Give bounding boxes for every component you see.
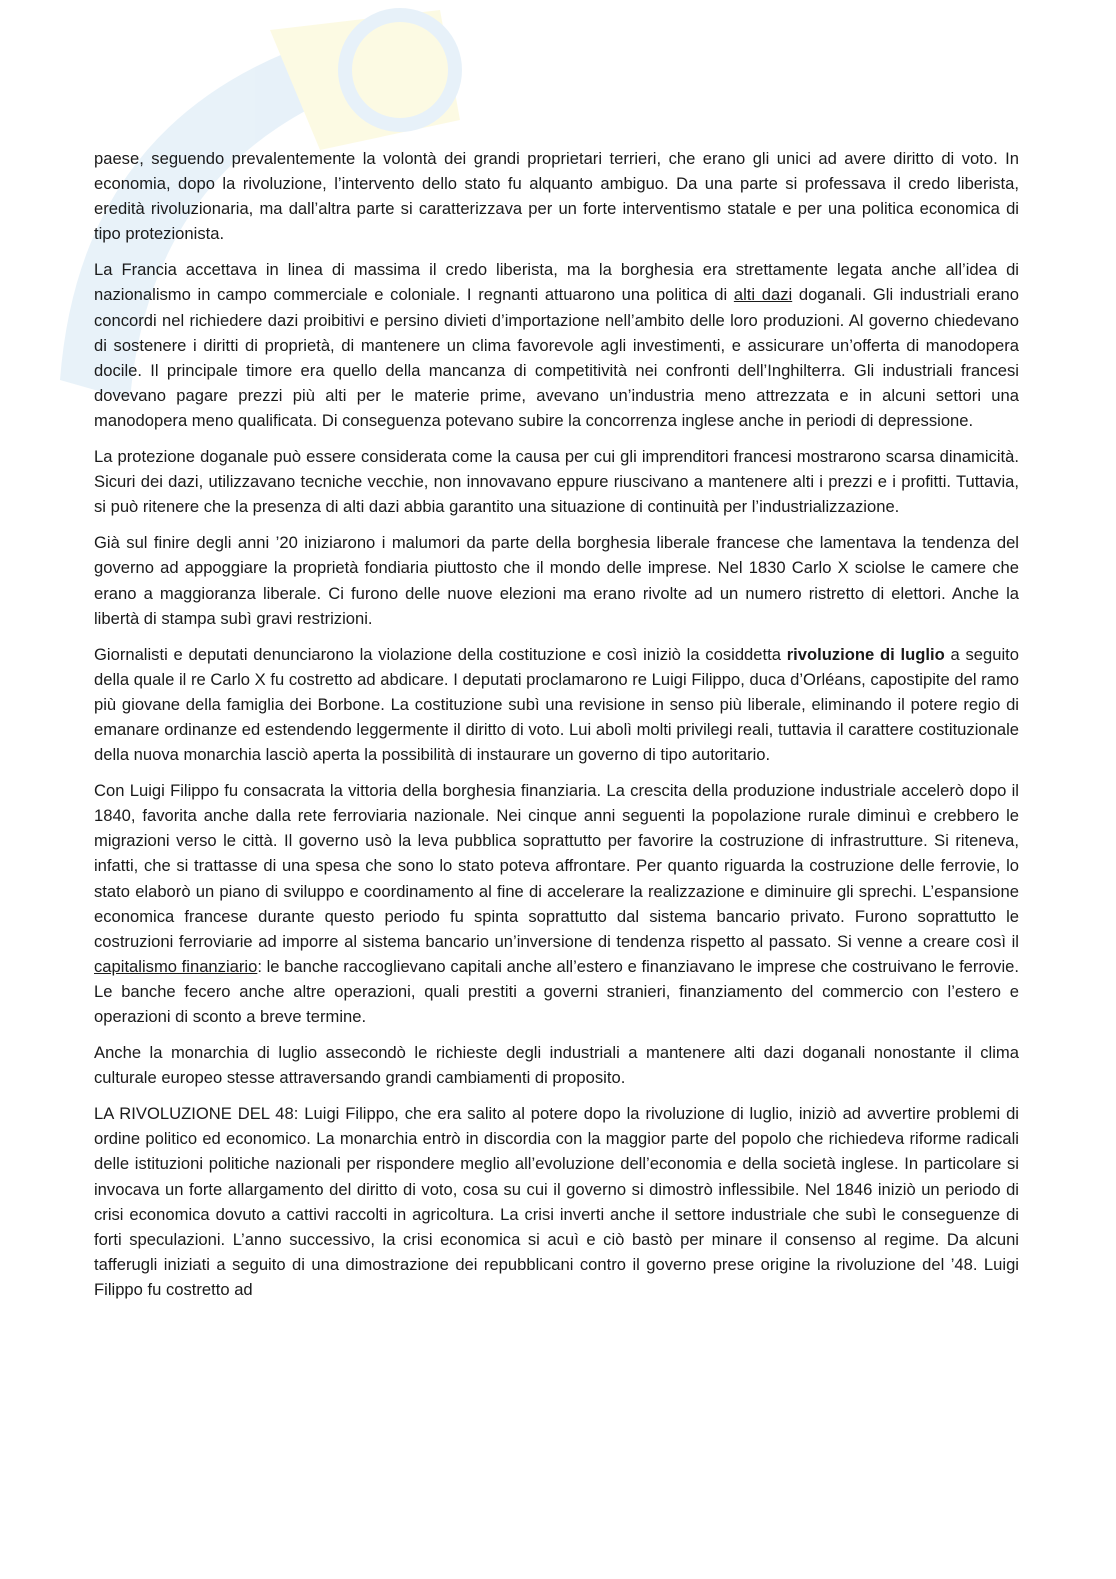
document-body bbox=[94, 146, 1019, 1313]
paragraph-3: La protezione doganale può essere considerata come la causa per cui gli imprenditori francesi mostrarono scarsa dinamicità. Sicuri dei dazi, utilizzavano tecniche vecchie, non innovavano eppure riuscivano a mantenere alti i prezzi e i profitti. Tuttavia, si può ritenere che la presenza di alti dazi abbia garantito una situazione di continuità per l’industrializzazione. bbox=[94, 447, 1019, 517]
underlined-term-capitalismo-finanziario: capitalismo finanziario bbox=[94, 956, 258, 976]
bold-term-rivoluzione-di-luglio: rivoluzione di luglio bbox=[786, 644, 945, 664]
watermark-accent-shape bbox=[270, 10, 460, 150]
paragraph-4: Già sul finire degli anni ’20 iniziarono i malumori da parte della borghesia liberale francese che lamentava la tendenza del governo ad appoggiare la proprietà fondiaria piuttosto che il mondo delle imprese. Nel 1830 Carlo X sciolse le camere che erano a maggioranza liberale. Ci furono delle nuove elezioni ma erano rivolte ad un numero ristretto di elettori. Anche la libertà di stampa subì gravi restrizioni. bbox=[94, 533, 1019, 628]
paragraph-7: Anche la monarchia di luglio assecondò le richieste degli industriali a mantenere alti dazi doganali nonostante il clima culturale europeo stesse attraversando grandi cambiamenti di proposito. bbox=[94, 1043, 1019, 1088]
paragraph-1: paese, seguendo prevalentemente la volontà dei grandi proprietari terrieri, che erano gli unici ad avere diritto di voto. In economia, dopo la rivoluzione, l’intervento dello stato fu alquanto ambiguo. Da una parte si professava il credo liberista, eredità rivoluzionaria, ma dall’altra parte si caratterizzava per un forte interventismo statale e per una politica economica di tipo protezionista. bbox=[94, 149, 1019, 244]
paragraph-2: La Francia accettava in linea di massima il credo liberista, ma la borghesia era strettamente legata anche all’idea di nazionalismo in campo commerciale e coloniale. I regnanti attuarono una politica di alti dazi doganali. Gli industriali erano concordi nel richiedere dazi proibitivi e persino divieti d’importazione nell’ambito delle loro produzioni. Al governo chiedevano di sostenere i diritti di proprietà, di mantenere un clima favorevole agli investimenti, e assicurare un’offerta di manodopera docile. Il principale timore era quello della mancanza di competitività nei confronti dell’Inghilterra. Gli industriali francesi dovevano pagare prezzi più alti per le materie prime, avevano un’industria meno attrezzata e in alcuni settori una manodopera meno qualificata. Di conseguenza potevano subire la concorrenza inglese anche in periodi di depressione. bbox=[94, 260, 1020, 430]
paragraph-6: Con Luigi Filippo fu consacrata la vittoria della borghesia finanziaria. La crescita della produzione industriale accelerò dopo il 1840, favorita anche dalla rete ferroviaria nazionale. Nei cinque anni seguenti la popolazione rurale diminuì e crebbero le migrazioni verso le città. Il governo usò la leva pubblica soprattutto per favorire la costruzione di infrastrutture. Si riteneva, infatti, che si trattasse di una spesa che sono lo stato poteva affrontare. Per quanto riguarda la costruzione delle ferrovie, lo stato elaborò un piano di sviluppo e coordinamento al fine di accelerare la realizzazione e diminuire gli sprechi. L’espansione economica francese durante questo periodo fu spinta soprattutto dal sistema bancario privato. Furono soprattutto le costruzioni ferroviarie ad imporre al sistema bancario un’inversione di tendenza rispetto al passato. Si venne a creare così il capitalismo finanziario: le banche raccoglievano capitali anche all’estero e finanziavano le imprese che costruivano le ferrovie. Le banche fecero anche altre operazioni, quali prestiti a governi stranieri, finanziamento del commercio con l’estero e operazioni di sconto a breve termine. bbox=[94, 781, 1020, 1026]
paragraph-8: LA RIVOLUZIONE DEL 48: Luigi Filippo, che era salito al potere dopo la rivoluzione di luglio, iniziò ad avvertire problemi di ordine politico ed economico. La monarchia entrò in discordia con la maggior parte del popolo che richiedeva riforme radicali delle istituzioni politiche nazionali per rispondere meglio all’evoluzione dell’economia e della società inglese. In particolare si invocava un forte allargamento del diritto di voto, cosa su cui il governo si dimostrò inflessibile. Nel 1846 iniziò un periodo di crisi economica dovuto a cattivi raccolti in agricoltura. La crisi inverti anche il settore industriale che subì le conseguenze di forti speculazioni. L’anno successivo, la crisi economica si acuì e ciò bastò per minare il consenso al regime. Da alcuni tafferugli iniziati a seguito di una dimostrazione dei repubblicani contro il governo prese origine la rivoluzione del ’48. Luigi Filippo fu costretto ad bbox=[94, 1104, 1019, 1299]
watermark-circle-shape bbox=[345, 15, 455, 125]
underlined-term-alti-dazi: alti dazi bbox=[733, 285, 793, 305]
paragraph-5: Giornalisti e deputati denunciarono la violazione della costituzione e così iniziò la cosiddetta rivoluzione di luglio a seguito della quale il re Carlo X fu costretto ad abdicare. I deputati proclamarono re Luigi Filippo, duca d’Orléans, capostipite del ramo più giovane della famiglia dei Borbone. La costituzione subì una revisione in senso più liberale, eliminando il potere regio di emanare ordinanze ed estendendo leggermente il diritto di voto. Lui abolì molti privilegi reali, tuttavia il carattere costituzionale della nuova monarchia lasciò aperta la possibilità di instaurare un governo di tipo autoritario. bbox=[94, 644, 1019, 765]
